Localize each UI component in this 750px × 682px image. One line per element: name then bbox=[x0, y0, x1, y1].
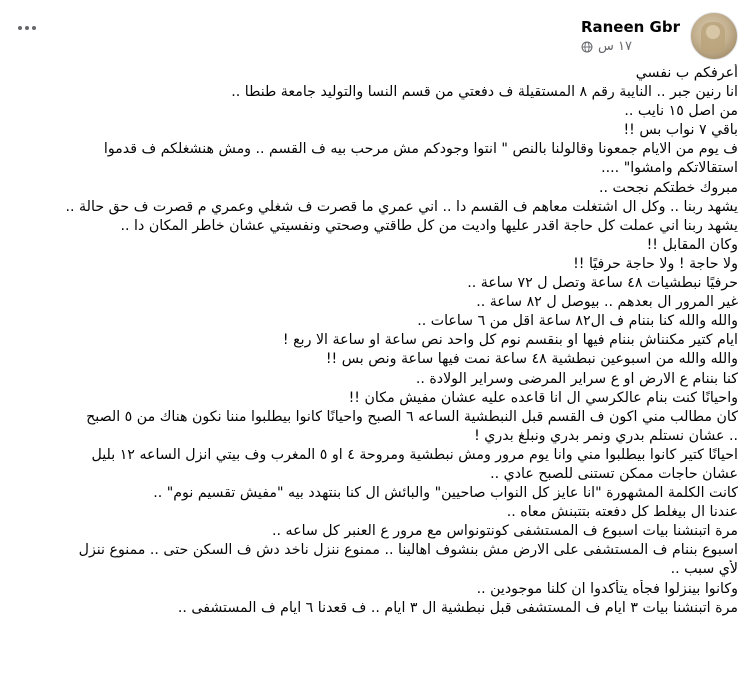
more-options-icon[interactable] bbox=[18, 26, 36, 30]
post-text-line: انا رنين جبر .. النايبة رقم ٨ المستقيلة ف دفعتي من قسم النسا والتوليد جامعة طنطا .. bbox=[231, 84, 738, 101]
post-text-line: واحيانًا كنت بنام عالكرسي ال انا قاعده عليه عشان مفيش مكان !! bbox=[348, 389, 738, 406]
post-subline bbox=[581, 39, 632, 54]
post-text-line: كان مطالب مني اكون ف القسم قبل النبطشية الساعه ٦ الصبح واحيانًا كانوا بيطلبوا مننا نكون هناك من ٥ الصبح bbox=[86, 408, 738, 425]
post-text-line: باقي ٧ نواب بس !! bbox=[623, 122, 738, 139]
post-text-line: كنا بننام ع الارض او ع سراير المرضى وسراير الولادة .. bbox=[415, 370, 738, 387]
post-text-line: من اصل ١٥ نايب .. bbox=[624, 103, 738, 120]
post-text-line: لأي سبب .. bbox=[670, 561, 738, 578]
post-text-line: وكان المقابل !! bbox=[646, 236, 738, 253]
author-meta bbox=[581, 18, 680, 54]
post-text-line: مبروك خطتكم نجحت .. bbox=[599, 179, 738, 196]
post-text-line: مرة اتبنشنا بيات اسبوع ف المستشفى كونتونواس مع مرور ع العنبر كل ساعه .. bbox=[271, 523, 738, 540]
globe-icon[interactable] bbox=[581, 41, 593, 53]
post-text-line: كانت الكلمة المشهورة "انا عايز كل النواب صاحيين" والبائش ال كنا بنتهدد بيه "مفيش تقسيم نوم" .. bbox=[153, 485, 738, 502]
post-text-line: ايام كتير مكنناش بننام فيها او بنقسم نوم كل واحد نص ساعة او ساعة الا ربع ! bbox=[282, 332, 738, 349]
post-time[interactable]: ١٧ س bbox=[597, 39, 632, 54]
post-text-line: عشان حاجات ممكن تستنى للصبح عادي .. bbox=[490, 465, 738, 482]
author-avatar[interactable] bbox=[690, 12, 738, 60]
post-text-line: غير المرور ال بعدهم .. بيوصل ل ٨٢ ساعة .. bbox=[476, 294, 738, 311]
post-text-line: استقالاتكم وامشوا" .... bbox=[601, 160, 738, 177]
author-name[interactable]: Raneen Gbr bbox=[580, 18, 680, 36]
post-text-line: وكانوا بينزلوا فجأه يتأكدوا ان كلنا موجودين .. bbox=[476, 580, 738, 597]
post-text-line: يشهد ربنا .. وكل ال اشتغلت معاهم ف القسم دا .. اني عمري ما قصرت ف شغلي وعمري م قصرت ف حق حالة .. bbox=[65, 198, 738, 215]
post-body bbox=[14, 64, 738, 618]
post-text-line: .. عشان نستلم بدري ونمر بدري ونبلغ بدري ! bbox=[474, 427, 738, 444]
post-text-line: حرفيًا نبطشيات ٤٨ ساعة وتصل ل ٧٢ ساعة .. bbox=[467, 275, 738, 292]
post-text-line: مرة اتبنشنا بيات ٣ ايام ف المستشفى قبل نبطشية ال ٣ ايام .. ف قعدنا ٦ ايام ف المستشفى .. bbox=[177, 599, 738, 616]
post-text-line: أعرفكم ب نفسي bbox=[635, 65, 738, 81]
post-text-line: اسبوع بننام ف المستشفى على الارض مش بنشوف اهالينا .. ممنوع ننزل ناخد دش ف السكن حتى .. ممنوع ننزل bbox=[78, 542, 738, 559]
post-text-line: والله والله من اسبوعين نبطشية ٤٨ ساعة نمت فيها ساعة ونص بس !! bbox=[325, 351, 738, 368]
post-text-line: ف يوم من الايام جمعونا وقالولنا بالنص " انتوا وجودكم مش مرحب بيه ف القسم .. ومش هنشغلكم ف قدموا bbox=[103, 141, 738, 158]
post-text-line: عندنا ال بيغلط كل دفعته بتتبنش معاه .. bbox=[506, 504, 738, 521]
post-text-line: احيانًا كتير كانوا بيطلبوا مني وانا يوم مرور ومش نبطشية ومروحة ٤ او ٥ المغرب وف بيتي انزل الساعه ١٢ بليل bbox=[91, 446, 738, 463]
post-header bbox=[581, 8, 738, 64]
post-text-line: ولا حاجة ! ولا حاجة حرفيًا !! bbox=[573, 255, 738, 272]
post-text-line: يشهد ربنا اني عملت كل حاجة اقدر عليها واديت من كل طاقتي وصحتي ونفسيتي عشان خاطر المكان دا .. bbox=[120, 217, 738, 234]
post-text-line: والله والله كنا بننام ف ال٨٢ ساعة اقل من ٦ ساعات .. bbox=[417, 313, 738, 330]
